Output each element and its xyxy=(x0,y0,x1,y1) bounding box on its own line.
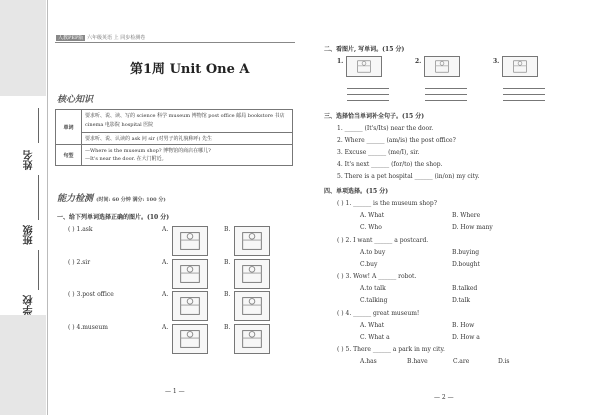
option-a-label: A. xyxy=(162,323,169,331)
picture-number: 2. xyxy=(415,58,422,65)
choice-question: ( ) 1. ______ is the museum shop? xyxy=(337,200,437,207)
choice-option[interactable]: B.have xyxy=(407,358,428,365)
option-b-picture[interactable] xyxy=(234,291,270,321)
row-label: 句型 xyxy=(56,145,82,166)
option-b-picture[interactable] xyxy=(234,259,270,289)
choice-option[interactable]: C.buy xyxy=(360,260,378,268)
fill-in-sentence: 4. It's next ______ (for/to) the shop. xyxy=(337,161,443,168)
margin-shade-bottom xyxy=(0,315,46,415)
match-question: ( ) 3.post office xyxy=(68,291,114,298)
picture-number: 3. xyxy=(493,58,500,65)
edition-badge: 人教PEP版 xyxy=(58,35,84,41)
answer-line[interactable] xyxy=(347,94,389,95)
ability-meta: (时间: 60 分钟 满分: 100 分) xyxy=(96,197,166,203)
choice-question: ( ) 3. Wow! A ______ robot. xyxy=(337,273,417,280)
page-title: 第1周 Unit One A xyxy=(130,62,250,77)
core-table xyxy=(55,109,293,166)
part1-heading: 一、给下列单词选择正确的图片。(10 分) xyxy=(57,214,170,221)
row-label: 单词 xyxy=(56,110,82,145)
sentence-line: —Where is the museum shop? 博物馆的商店在哪儿? xyxy=(85,148,211,154)
answer-line[interactable] xyxy=(347,100,389,101)
picture-number: 1. xyxy=(337,58,344,65)
match-question: ( ) 4.museum xyxy=(68,323,108,331)
volume: 上 xyxy=(113,35,119,41)
option-b-label: B. xyxy=(224,258,231,266)
page-number: — 2 — xyxy=(434,394,454,401)
option-a-picture[interactable] xyxy=(172,291,208,321)
answer-line[interactable] xyxy=(503,94,545,95)
answer-line[interactable] xyxy=(503,88,545,89)
book-name: 六年级英语 xyxy=(86,35,112,41)
match-question: ( ) 2.sir xyxy=(68,258,91,266)
name-blank xyxy=(38,108,39,143)
choice-option[interactable]: B.buying xyxy=(452,248,480,256)
page-header xyxy=(56,34,145,41)
name-blank-2 xyxy=(38,175,39,220)
choice-option[interactable]: D.talk xyxy=(452,297,471,304)
part3-heading: 三、选择恰当单词补全句子。(15 分) xyxy=(324,113,425,120)
choice-option[interactable]: B.talked xyxy=(452,285,478,292)
binding-line xyxy=(47,0,48,415)
choice-question: ( ) 2. I want ______ a postcard. xyxy=(337,236,429,244)
fill-in-sentence: 2. Where ______ (am/is) the post office? xyxy=(337,137,456,144)
option-b-picture[interactable] xyxy=(234,226,270,256)
match-question: ( ) 1.ask xyxy=(68,226,93,233)
choice-question: ( ) 5. There ______ a park in my city. xyxy=(337,346,445,353)
option-b-label: B. xyxy=(224,323,231,331)
vocab-line: 要求听、说、读、写的 science 科学 museum 博物馆 post office 邮局 bookstore 书店 cinema 电影院 hospital 医院 xyxy=(82,110,293,133)
answer-line[interactable] xyxy=(425,94,467,95)
choice-option[interactable]: D. How many xyxy=(452,224,493,231)
class-blank xyxy=(38,250,39,290)
choice-option[interactable]: B. How xyxy=(452,321,475,329)
option-b-label: B. xyxy=(224,291,231,298)
choice-option[interactable]: C. What a xyxy=(360,333,390,341)
header-rule xyxy=(55,42,295,43)
choice-option[interactable]: C. Who xyxy=(360,224,382,231)
answer-line[interactable] xyxy=(425,88,467,89)
choice-option[interactable]: D.is xyxy=(498,358,510,365)
choice-option[interactable]: A.to buy xyxy=(360,248,386,256)
choice-option[interactable]: A.to talk xyxy=(360,285,386,292)
option-a-picture[interactable] xyxy=(172,226,208,256)
option-a-picture[interactable] xyxy=(172,324,208,354)
ability-heading xyxy=(57,191,166,204)
answer-line[interactable] xyxy=(347,88,389,89)
building-picture xyxy=(502,56,538,77)
fill-in-sentence: 5. There is a pet hospital ______ (in/on) my city. xyxy=(337,173,480,180)
name-label: 姓名 xyxy=(24,150,35,170)
series-name: 同步检测卷 xyxy=(120,35,146,41)
fill-in-sentence: 1. ______ (It's/Its) near the door. xyxy=(337,125,434,132)
page-number: — 1 — xyxy=(165,388,185,395)
ability-title: 能力检测 xyxy=(57,194,94,204)
class-label: 班级 xyxy=(24,225,35,245)
option-a-label: A. xyxy=(162,291,169,298)
choice-option[interactable]: A. What xyxy=(360,212,385,219)
choice-option[interactable]: C.are xyxy=(453,358,470,365)
choice-option[interactable]: D.bought xyxy=(452,260,480,268)
core-heading: 核心知识 xyxy=(57,95,94,105)
vocab-line: 要求听、说、认读的 ask 问 sir (对男子的礼貌称呼) 先生 xyxy=(82,133,293,145)
school-label: 学校 xyxy=(24,295,35,315)
option-a-picture[interactable] xyxy=(172,259,208,289)
choice-question: ( ) 4. ______ great museum! xyxy=(337,309,420,317)
sentence-line: —It's near the door. 在大门附近。 xyxy=(85,156,167,162)
part4-heading: 四、单项选择。(15 分) xyxy=(324,188,389,195)
answer-line[interactable] xyxy=(503,100,545,101)
option-a-label: A. xyxy=(162,258,169,266)
choice-option[interactable]: B. Where xyxy=(452,212,481,219)
option-b-label: B. xyxy=(224,226,231,233)
building-picture xyxy=(424,56,460,77)
fill-in-sentence: 3. Excuse ______ (me/I), sir. xyxy=(337,149,420,156)
choice-option[interactable]: A.has xyxy=(360,358,377,365)
choice-option[interactable]: D. How a xyxy=(452,333,480,341)
choice-option[interactable]: A. What xyxy=(360,321,385,329)
margin-shade-top xyxy=(0,0,46,96)
building-picture xyxy=(346,56,382,77)
choice-option[interactable]: C.talking xyxy=(360,297,388,304)
option-a-label: A. xyxy=(162,226,169,233)
option-b-picture[interactable] xyxy=(234,324,270,354)
answer-line[interactable] xyxy=(425,100,467,101)
part2-heading: 二、看图片, 写单词。(15 分) xyxy=(324,46,405,53)
